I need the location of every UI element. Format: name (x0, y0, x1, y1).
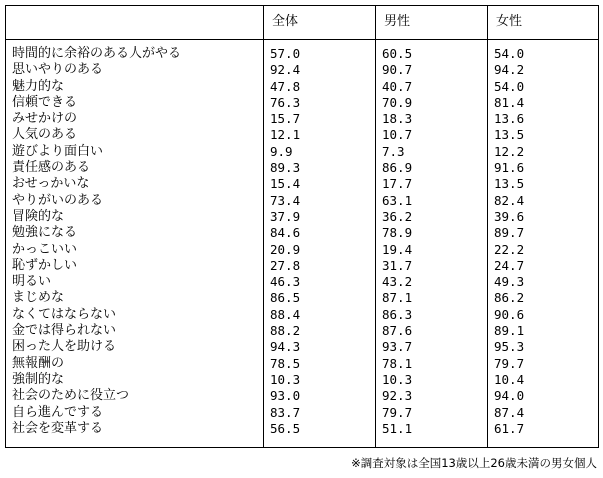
female-value: 13.5 (494, 127, 525, 143)
female-value: 54.0 (494, 46, 525, 61)
female-value: 49.3 (494, 274, 525, 290)
total-value: 12.1 (270, 127, 301, 143)
survey-table (5, 5, 599, 448)
total-value: 92.4 (270, 62, 301, 78)
data-row (6, 40, 599, 448)
header-total: 全体 (264, 6, 376, 40)
male-value: 92.3 (382, 388, 413, 404)
attribute-label: 社会のために役立つ (12, 388, 130, 404)
label-column (6, 40, 264, 448)
total-value: 15.7 (270, 111, 301, 127)
header-female: 女性 (488, 6, 599, 40)
male-value: 90.7 (382, 62, 413, 78)
attribute-label: 自ら進んでする (12, 404, 104, 420)
survey-note: ※調査対象は全国13歳以上26歳未満の男女個人 (351, 456, 597, 470)
total-value: 83.7 (270, 404, 301, 420)
male-value: 43.2 (382, 274, 413, 290)
male-value: 86.3 (382, 306, 413, 322)
female-value: 81.4 (494, 94, 525, 110)
total-value: 46.3 (270, 274, 301, 290)
female-value: 91.6 (494, 160, 525, 176)
attribute-label: 明るい (12, 274, 52, 290)
female-value: 24.7 (494, 257, 525, 273)
female-value: 61.7 (494, 420, 525, 436)
male-value: 63.1 (382, 192, 413, 208)
total-value: 88.2 (270, 323, 301, 339)
attribute-label: なくてはならない (12, 306, 117, 322)
total-value: 88.4 (270, 306, 301, 322)
total-value: 94.3 (270, 339, 301, 355)
male-value: 19.4 (382, 241, 413, 257)
female-value: 12.2 (494, 143, 525, 159)
attribute-label: みせかけの (12, 111, 78, 127)
female-value: 94.2 (494, 62, 525, 78)
male-value: 18.3 (382, 111, 413, 127)
male-value: 86.9 (382, 160, 413, 176)
total-value: 20.9 (270, 241, 301, 257)
total-value: 73.4 (270, 192, 301, 208)
attribute-label: 遊びより面白い (12, 143, 104, 159)
female-value: 39.6 (494, 208, 525, 224)
header-row (6, 6, 599, 40)
attribute-label: 金では得られない (12, 323, 117, 339)
total-value: 9.9 (270, 143, 293, 159)
male-value: 93.7 (382, 339, 413, 355)
male-value: 36.2 (382, 208, 413, 224)
attribute-label: かっこいい (12, 241, 78, 257)
female-value: 54.0 (494, 78, 525, 94)
attribute-label: 人気のある (12, 127, 78, 143)
attribute-label: 無報酬の (12, 355, 65, 371)
male-value: 79.7 (382, 404, 413, 420)
attribute-label: 責任感のある (12, 160, 91, 176)
attribute-label: 社会を変革する (12, 420, 104, 436)
female-value: 94.0 (494, 388, 525, 404)
female-value: 13.6 (494, 111, 525, 127)
total-value: 76.3 (270, 94, 301, 110)
attribute-label: おせっかいな (12, 176, 90, 192)
male-value: 78.1 (382, 355, 413, 371)
male-value: 78.9 (382, 225, 413, 241)
attribute-label: やりがいのある (12, 192, 104, 208)
female-value: 95.3 (494, 339, 525, 355)
male-value: 87.6 (382, 323, 413, 339)
attribute-label: 恥ずかしい (12, 257, 78, 273)
header-male: 男性 (376, 6, 488, 40)
total-value: 56.5 (270, 420, 301, 436)
male-value: 31.7 (382, 257, 413, 273)
female-value: 10.4 (494, 371, 525, 387)
attribute-label: 魅力的な (12, 78, 65, 94)
total-value: 10.3 (270, 371, 301, 387)
female-value: 22.2 (494, 241, 525, 257)
female-value: 87.4 (494, 404, 525, 420)
male-value: 87.1 (382, 290, 413, 306)
female-column (488, 40, 599, 448)
female-value: 79.7 (494, 355, 525, 371)
female-value: 82.4 (494, 192, 525, 208)
male-value: 51.1 (382, 420, 413, 436)
total-value: 47.8 (270, 78, 301, 94)
male-value: 60.5 (382, 46, 413, 61)
total-value: 37.9 (270, 208, 301, 224)
male-value: 70.9 (382, 94, 413, 110)
male-value: 17.7 (382, 176, 413, 192)
male-value: 10.7 (382, 127, 413, 143)
attribute-label: まじめな (12, 290, 65, 306)
total-value: 78.5 (270, 355, 301, 371)
female-value: 89.7 (494, 225, 525, 241)
male-value: 40.7 (382, 78, 413, 94)
attribute-label: 困った人を助ける (12, 339, 117, 355)
female-value: 13.5 (494, 176, 525, 192)
male-column (376, 40, 488, 448)
total-value: 15.4 (270, 176, 301, 192)
attribute-label: 強制的な (12, 371, 65, 387)
male-value: 10.3 (382, 371, 413, 387)
female-value: 90.6 (494, 306, 525, 322)
total-value: 57.0 (270, 46, 301, 61)
male-value: 7.3 (382, 143, 405, 159)
header-blank-cell (6, 6, 264, 40)
total-value: 93.0 (270, 388, 301, 404)
attribute-label: 冒険的な (12, 208, 65, 224)
female-value: 89.1 (494, 323, 525, 339)
female-value: 86.2 (494, 290, 525, 306)
total-value: 84.6 (270, 225, 301, 241)
attribute-label: 信頼できる (12, 94, 78, 110)
attribute-label: 思いやりのある (12, 62, 104, 78)
total-value: 86.5 (270, 290, 301, 306)
total-value: 27.8 (270, 257, 301, 273)
attribute-label: 時間的に余裕のある人がやる (12, 46, 182, 61)
total-value: 89.3 (270, 160, 301, 176)
attribute-label: 勉強になる (12, 225, 78, 241)
total-column (264, 40, 376, 448)
